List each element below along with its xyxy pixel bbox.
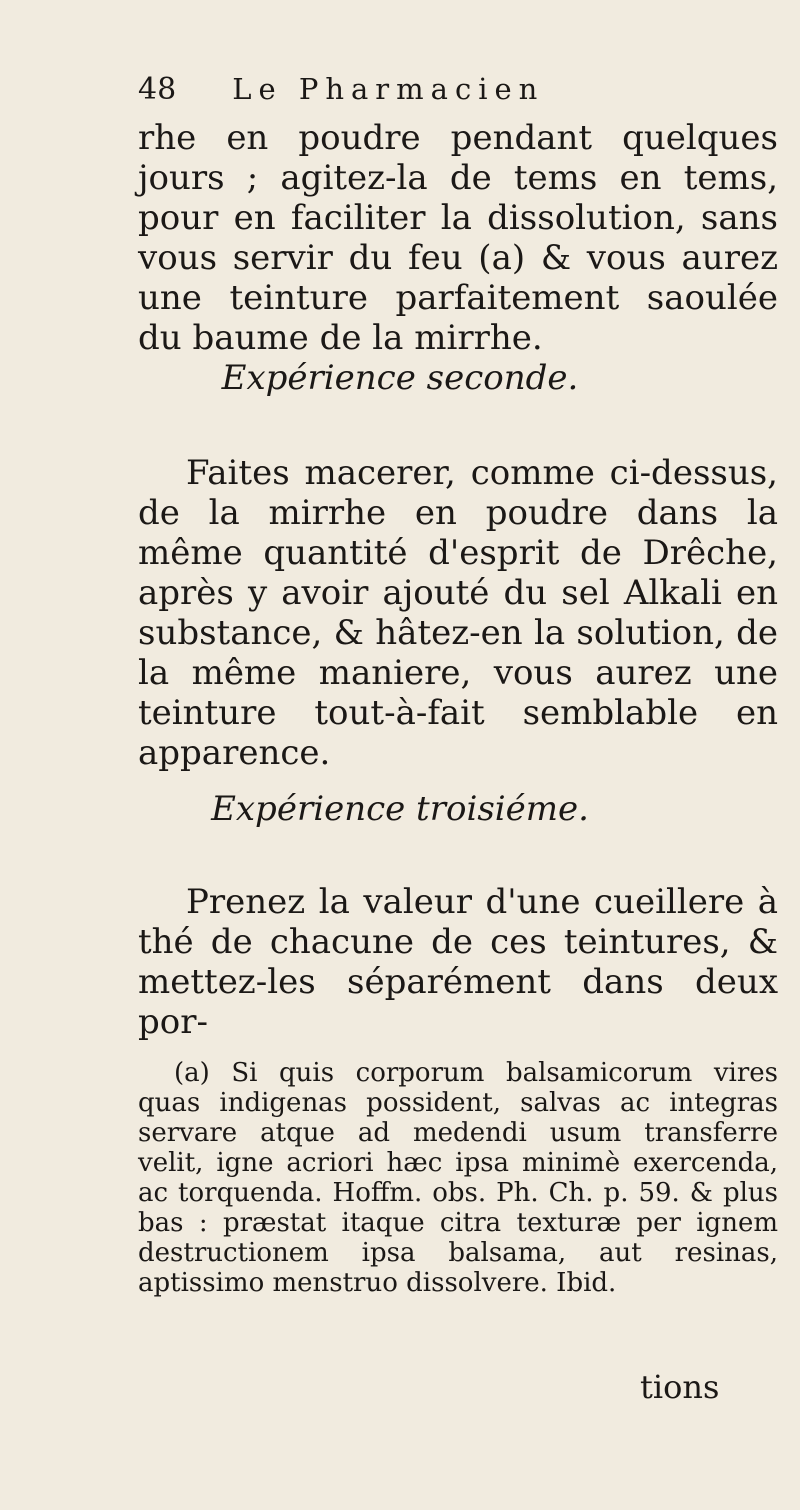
paragraph-experience-troisieme: Prenez la valeur d'une cueillere à thé de chacune de ces teintures, & mettez-les séparément dans deux por- xyxy=(138,882,778,1042)
running-title: Le Pharmacien xyxy=(232,72,545,106)
section-heading-experience-seconde: Expérience seconde. xyxy=(221,358,579,398)
page-number: 48 xyxy=(138,72,177,107)
paragraph-continuation: rhe en poudre pendant quelques jours ; agitez-la de tems en tems, pour en faciliter la dissolution, sans vous servir du feu (a) & vous aurez une teinture parfaitement saoulée du baume de la mirrhe. xyxy=(138,118,778,358)
page-header xyxy=(138,72,544,107)
footnote-a: (a) Si quis corporum balsamicorum vires quas indigenas possident, salvas ac integras servare atque ad medendi usum transferre velit, igne acriori hæc ipsa minimè exercenda, ac torquenda. Hoffm. obs. Ph. Ch. p. 59. & plus bas : præstat itaque citra texturæ per ignem destructionem ipsa balsama, aut resinas, aptissimo menstruo dissolvere. Ibid. xyxy=(138,1058,778,1298)
section-heading-experience-troisieme: Expérience troisiéme. xyxy=(211,789,589,829)
paragraph-experience-seconde: Faites macerer, comme ci-dessus, de la mirrhe en poudre dans la même quantité d'esprit de Drêche, après y avoir ajouté du sel Alkali en substance, & hâtez-en la solution, de la même maniere, vous aurez une teinture tout-à-fait semblable en apparence. xyxy=(138,453,778,773)
catchword: tions xyxy=(640,1368,720,1406)
